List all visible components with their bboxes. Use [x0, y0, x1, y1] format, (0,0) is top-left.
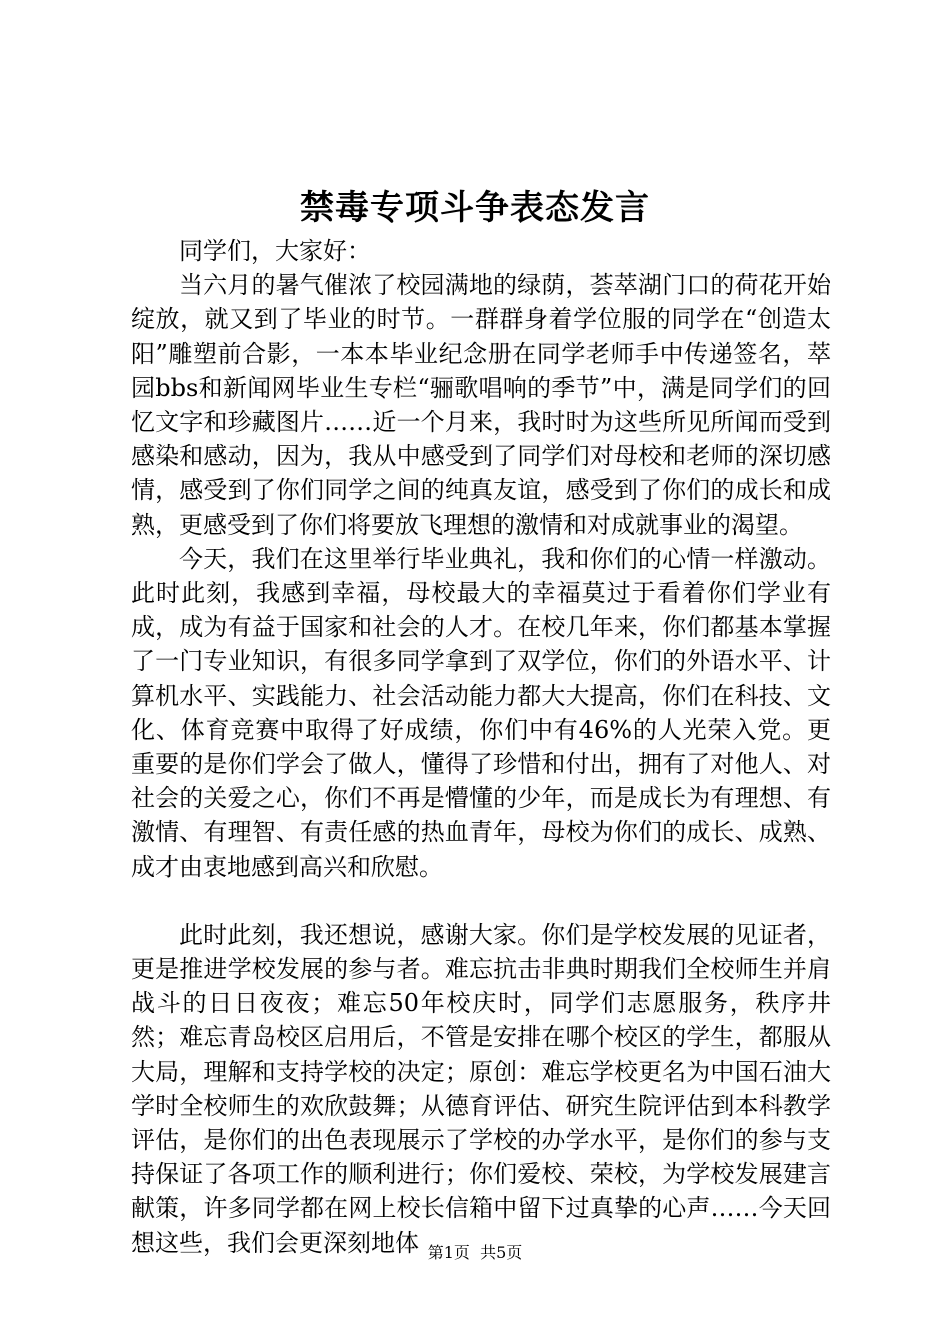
- footer-separator: [470, 1243, 480, 1262]
- page-footer: [0, 1243, 950, 1263]
- document-body: [131, 234, 831, 1260]
- document-title: 禁毒专项斗争表态发言: [300, 188, 650, 228]
- body-paragraph: 当六月的暑气催浓了校园满地的绿荫，荟萃湖门口的荷花开始绽放，就又到了毕业的时节。一群群身着学位服的同学在“创造太阳”雕塑前合影，一本本毕业纪念册在同学老师手中传递签名，萃园bbs和新闻网毕业生专栏“骊歌唱响的季节”中，满是同学们的回忆文字和珍藏图片……近一个月来，我时时为这些所见所闻而受到感染和感动，因为，我从中感受到了同学们对母校和老师的深切感情，感受到了你们同学之间的纯真友谊，感受到了你们的成长和成熟，更感受到了你们将要放飞理想的激情和对成就事业的渴望。: [131, 271, 831, 539]
- body-paragraph: 今天，我们在这里举行毕业典礼，我和你们的心情一样激动。此时此刻，我感到幸福，母校最大的幸福莫过于看着你们学业有成，成为有益于国家和社会的人才。在校几年来，你们都基本掌握了一门专业知识，有很多同学拿到了双学位，你们的外语水平、计算机水平、实践能力、社会活动能力都大大提高，你们在科技、文化、体育竞赛中取得了好成绩，你们中有46%的人光荣入党。更重要的是你们学会了做人，懂得了珍惜和付出，拥有了对他人、对社会的关爱之心，你们不再是懵懂的少年，而是成长为有理想、有激情、有理智、有责任感的热血青年，母校为你们的成长、成熟、成才由衷地感到高兴和欣慰。: [131, 544, 831, 881]
- total-pages: 共5页: [480, 1243, 523, 1262]
- greeting-paragraph: 同学们，大家好：: [179, 237, 371, 265]
- page-number: 第1页: [427, 1243, 470, 1262]
- body-paragraph: 此时此刻，我还想说，感谢大家。你们是学校发展的见证者，更是推进学校发展的参与者。难忘抗击非典时期我们全校师生并肩战斗的日日夜夜；难忘50年校庆时，同学们志愿服务，秩序井然；难忘青岛校区启用后，不管是安排在哪个校区的学生，都服从大局，理解和支持学校的决定；原创：难忘学校更名为中国石油大学时全校师生的欢欣鼓舞；从德育评估、研究生院评估到本科教学评估，是你们的出色表现展示了学校的办学水平，是你们的参与支持保证了各项工作的顺利进行；你们爱校、荣校，为学校发展建言献策，许多同学都在网上校长信箱中留下过真挚的心声……今天回想这些，我们会更深刻地体: [131, 920, 831, 1257]
